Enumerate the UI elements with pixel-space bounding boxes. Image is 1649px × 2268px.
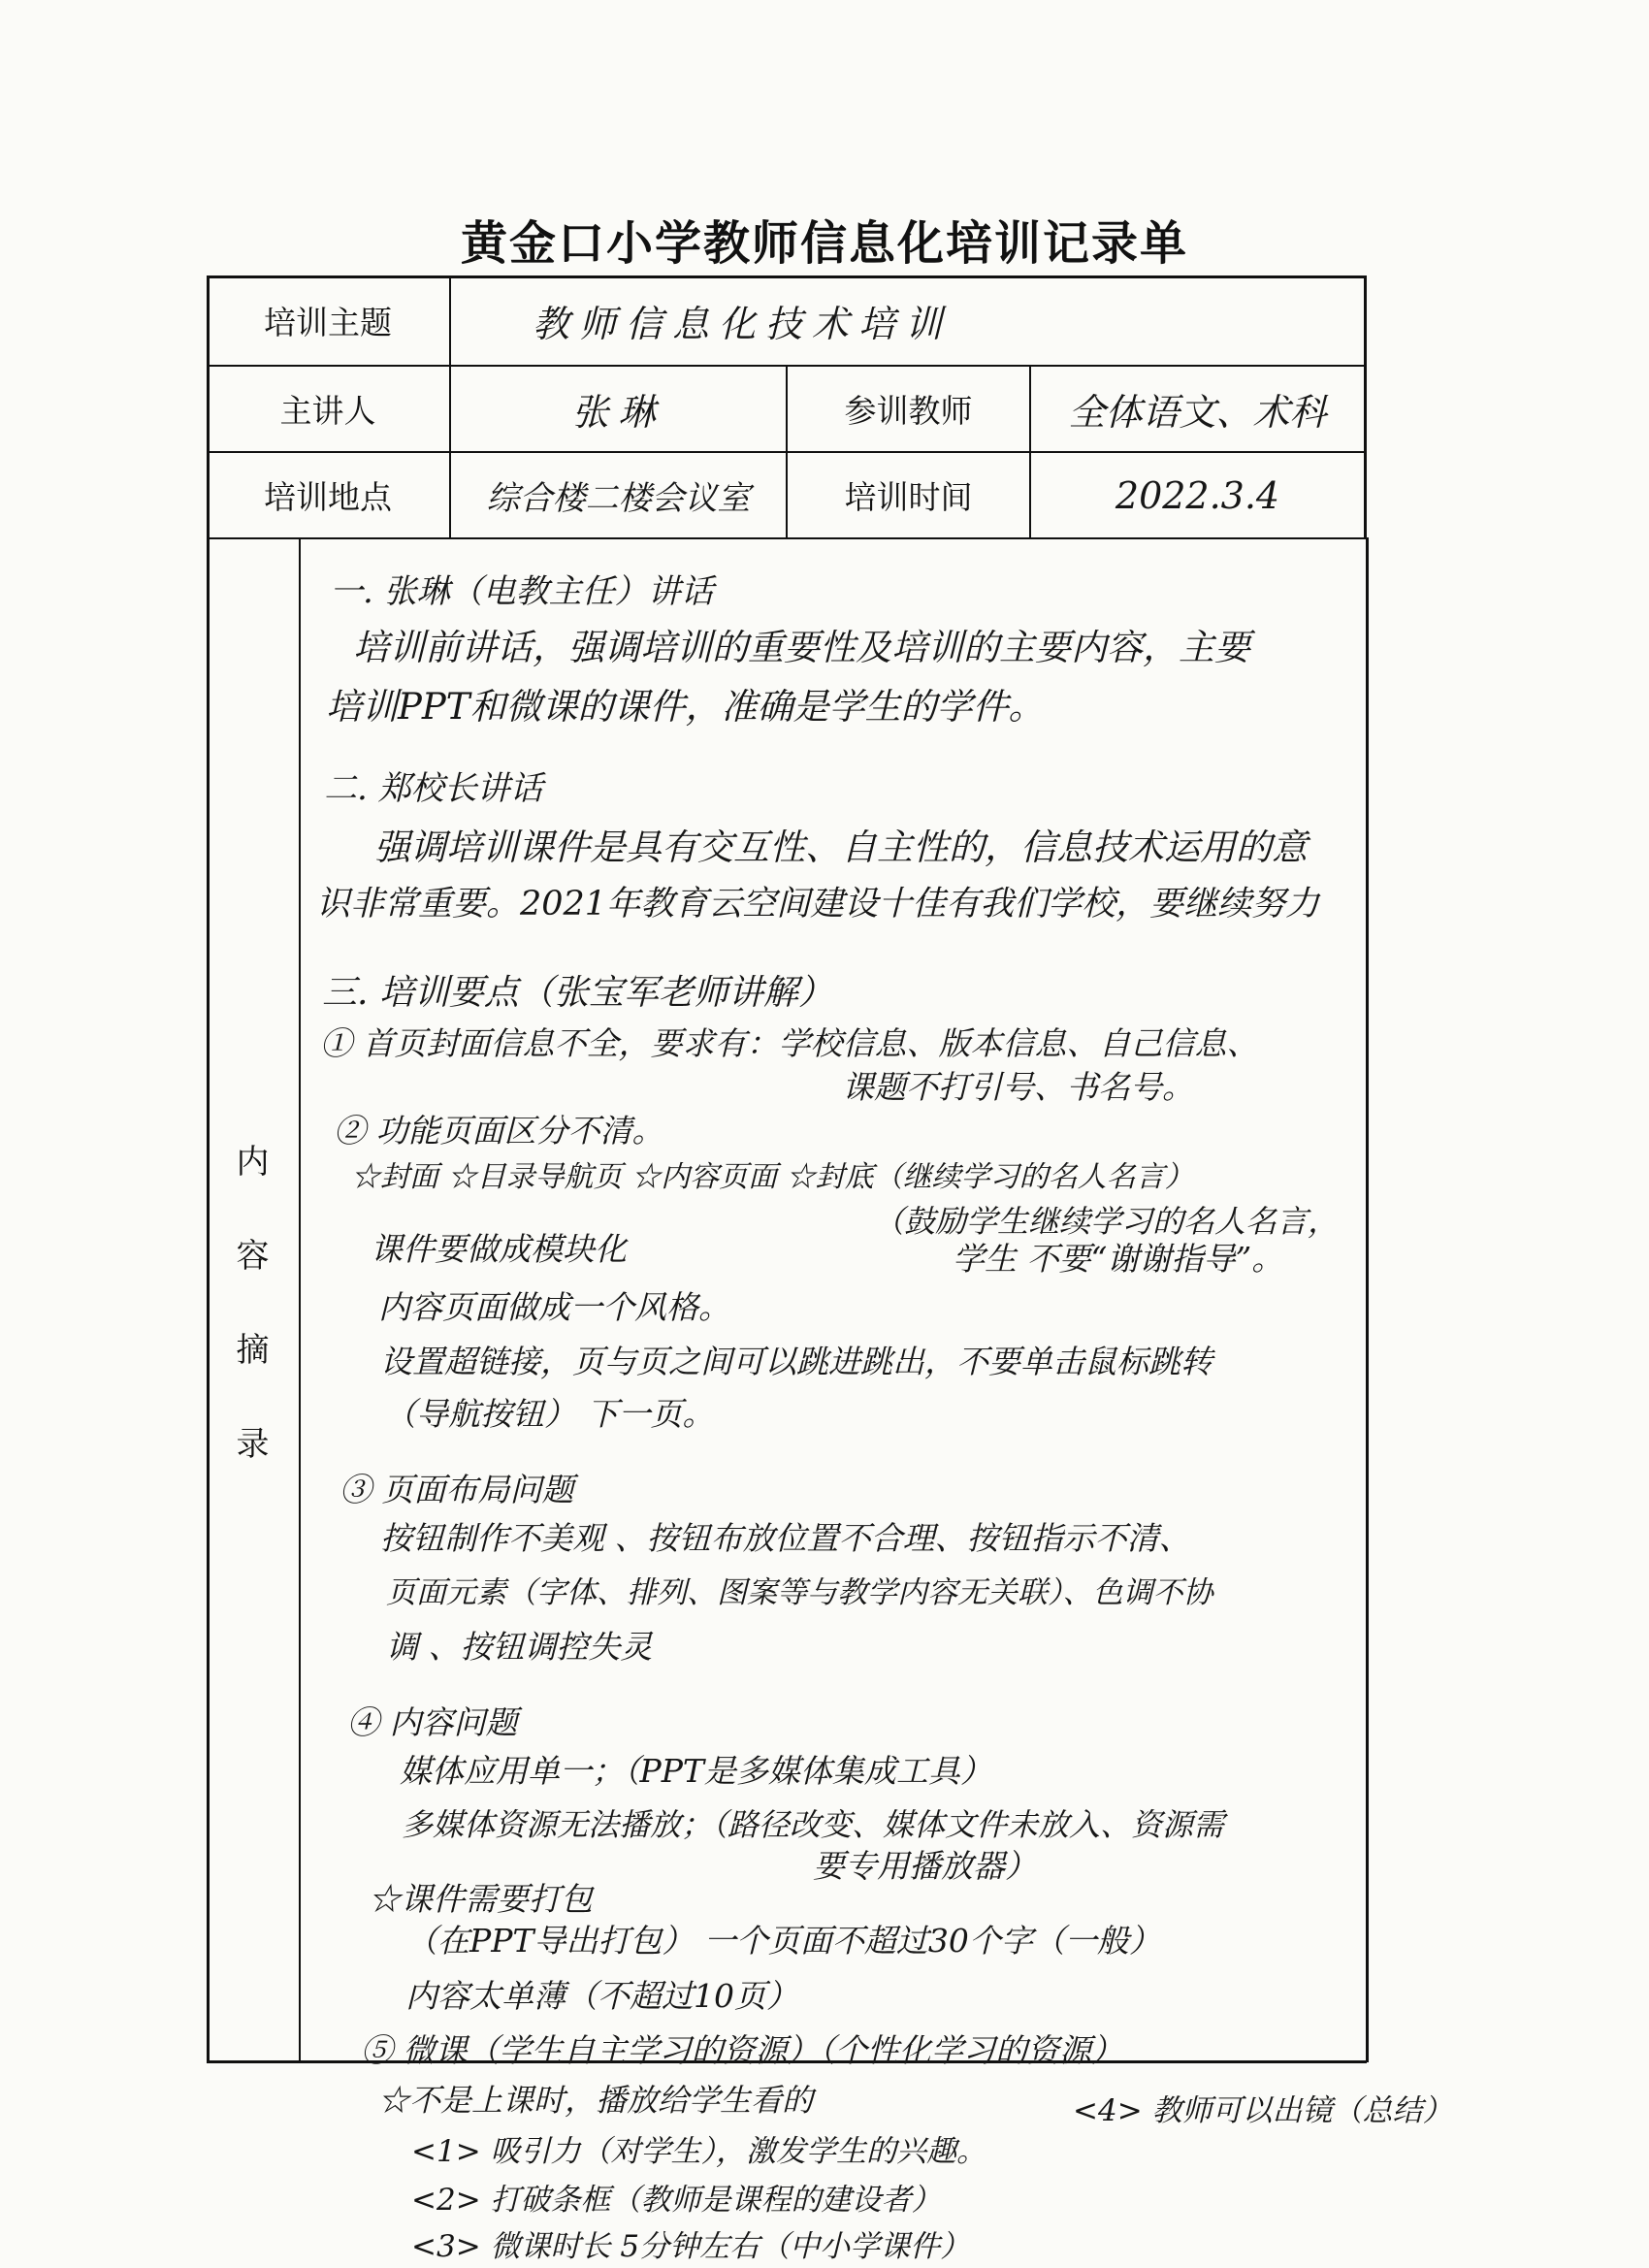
summary-label-char: 摘 xyxy=(236,1331,270,1370)
row-divider-3 xyxy=(207,537,1367,539)
participants-label: 参训教师 xyxy=(844,392,973,430)
table-border-right-upper xyxy=(1364,275,1367,537)
location-value: 综合楼二楼会议室 xyxy=(486,479,751,518)
note-line: ☆封面 ☆目录导航页 ☆内容页面 ☆封底（继续学习的名人名言） xyxy=(351,1160,1194,1194)
note-line: ☆不是上课时，播放给学生看的 xyxy=(378,2082,814,2119)
note-line: 学生 不要“谢谢指导”。 xyxy=(953,1240,1284,1278)
summary-label-char: 录 xyxy=(236,1425,270,1464)
note-line: （鼓励学生继续学习的名人名言， xyxy=(873,1203,1340,1240)
note-line: <4> 教师可以出镜（总结） xyxy=(1073,2093,1453,2128)
location-label: 培训地点 xyxy=(264,478,392,516)
note-line: 强调培训课件是具有交互性、自主性的，信息技术运用的意 xyxy=(374,826,1308,868)
note-line: <3> 微课时长 5分钟左右（中小学课件） xyxy=(411,2229,971,2264)
column-divider-summary xyxy=(299,537,301,2062)
note-line: 内容太单薄（不超过10页） xyxy=(405,1977,798,2015)
participants-value: 全体语文、术科 xyxy=(1068,391,1327,434)
note-line: 页面元素（字体、排列、图案等与教学内容无关联）、色调不协 xyxy=(386,1575,1213,1610)
note-line: 培训PPT和微课的课件，准确是学生的学件。 xyxy=(326,686,1045,728)
summary-label-char: 内 xyxy=(236,1143,270,1182)
topic-label: 培训主题 xyxy=(264,303,392,341)
note-line: 内容页面做成一个风格。 xyxy=(378,1288,730,1326)
note-line: ⑤ 微课（学生自主学习的资源）（个性化学习的资源） xyxy=(361,2031,1123,2069)
note-line: ② 功能页面区分不清。 xyxy=(334,1112,664,1150)
summary-label xyxy=(207,537,299,2062)
note-line: <1> 吸引力（对学生），激发学生的兴趣。 xyxy=(411,2134,987,2169)
speaker-label: 主讲人 xyxy=(279,392,376,430)
note-line: <2> 打破条框（教师是课程的建设者） xyxy=(411,2183,942,2218)
time-label: 培训时间 xyxy=(844,478,973,516)
note-line: 三. 培训要点（张宝军老师讲解） xyxy=(322,973,833,1013)
note-line: 调 、按钮调控失灵 xyxy=(386,1628,653,1666)
summary-label-char: 容 xyxy=(236,1237,270,1276)
note-line: ☆课件需要打包 xyxy=(369,1880,593,1918)
note-line: （导航按钮） 下一页。 xyxy=(384,1395,715,1433)
time-value: 2022.3.4 xyxy=(1115,473,1280,517)
table-border-right-lower xyxy=(1366,537,1369,2062)
note-line: ① 首页封面信息不全，要求有：学校信息、版本信息、自己信息、 xyxy=(320,1024,1259,1062)
note-line: （在PPT导出打包） 一个页面不超过30个字（一般） xyxy=(405,1922,1161,1960)
note-line: 要专用播放器） xyxy=(813,1847,1037,1885)
note-line: 设置超链接，页与页之间可以跳进跳出，不要单击鼠标跳转 xyxy=(380,1343,1212,1380)
speaker-value: 张琳 xyxy=(571,391,665,434)
note-line: ③ 页面布局问题 xyxy=(340,1471,574,1508)
note-line: 媒体应用单一；（PPT是多媒体集成工具） xyxy=(400,1752,992,1790)
note-line: 二. 郑校长讲话 xyxy=(324,769,543,808)
topic-value: 教师信息化技术培训 xyxy=(532,302,952,345)
note-line: 多媒体资源无法播放；（路径改变、媒体文件未放入、资源需 xyxy=(402,1806,1225,1843)
document-title: 黄金口小学教师信息化培训记录单 xyxy=(460,216,1188,271)
note-line: 按钮制作不美观 、按钮布放位置不合理、按钮指示不清、 xyxy=(380,1519,1191,1557)
note-line: ④ 内容问题 xyxy=(347,1703,518,1741)
note-line: 课题不打引号、书名号。 xyxy=(842,1068,1194,1106)
note-line: 培训前讲话，强调培训的重要性及培训的主要内容，主要 xyxy=(353,627,1250,668)
note-line: 识非常重要。2021年教育云空间建设十佳有我们学校，要继续努力 xyxy=(316,885,1320,923)
note-line: 一. 张琳（电教主任）讲话 xyxy=(330,572,714,611)
note-line: 课件要做成模块化 xyxy=(371,1230,627,1268)
